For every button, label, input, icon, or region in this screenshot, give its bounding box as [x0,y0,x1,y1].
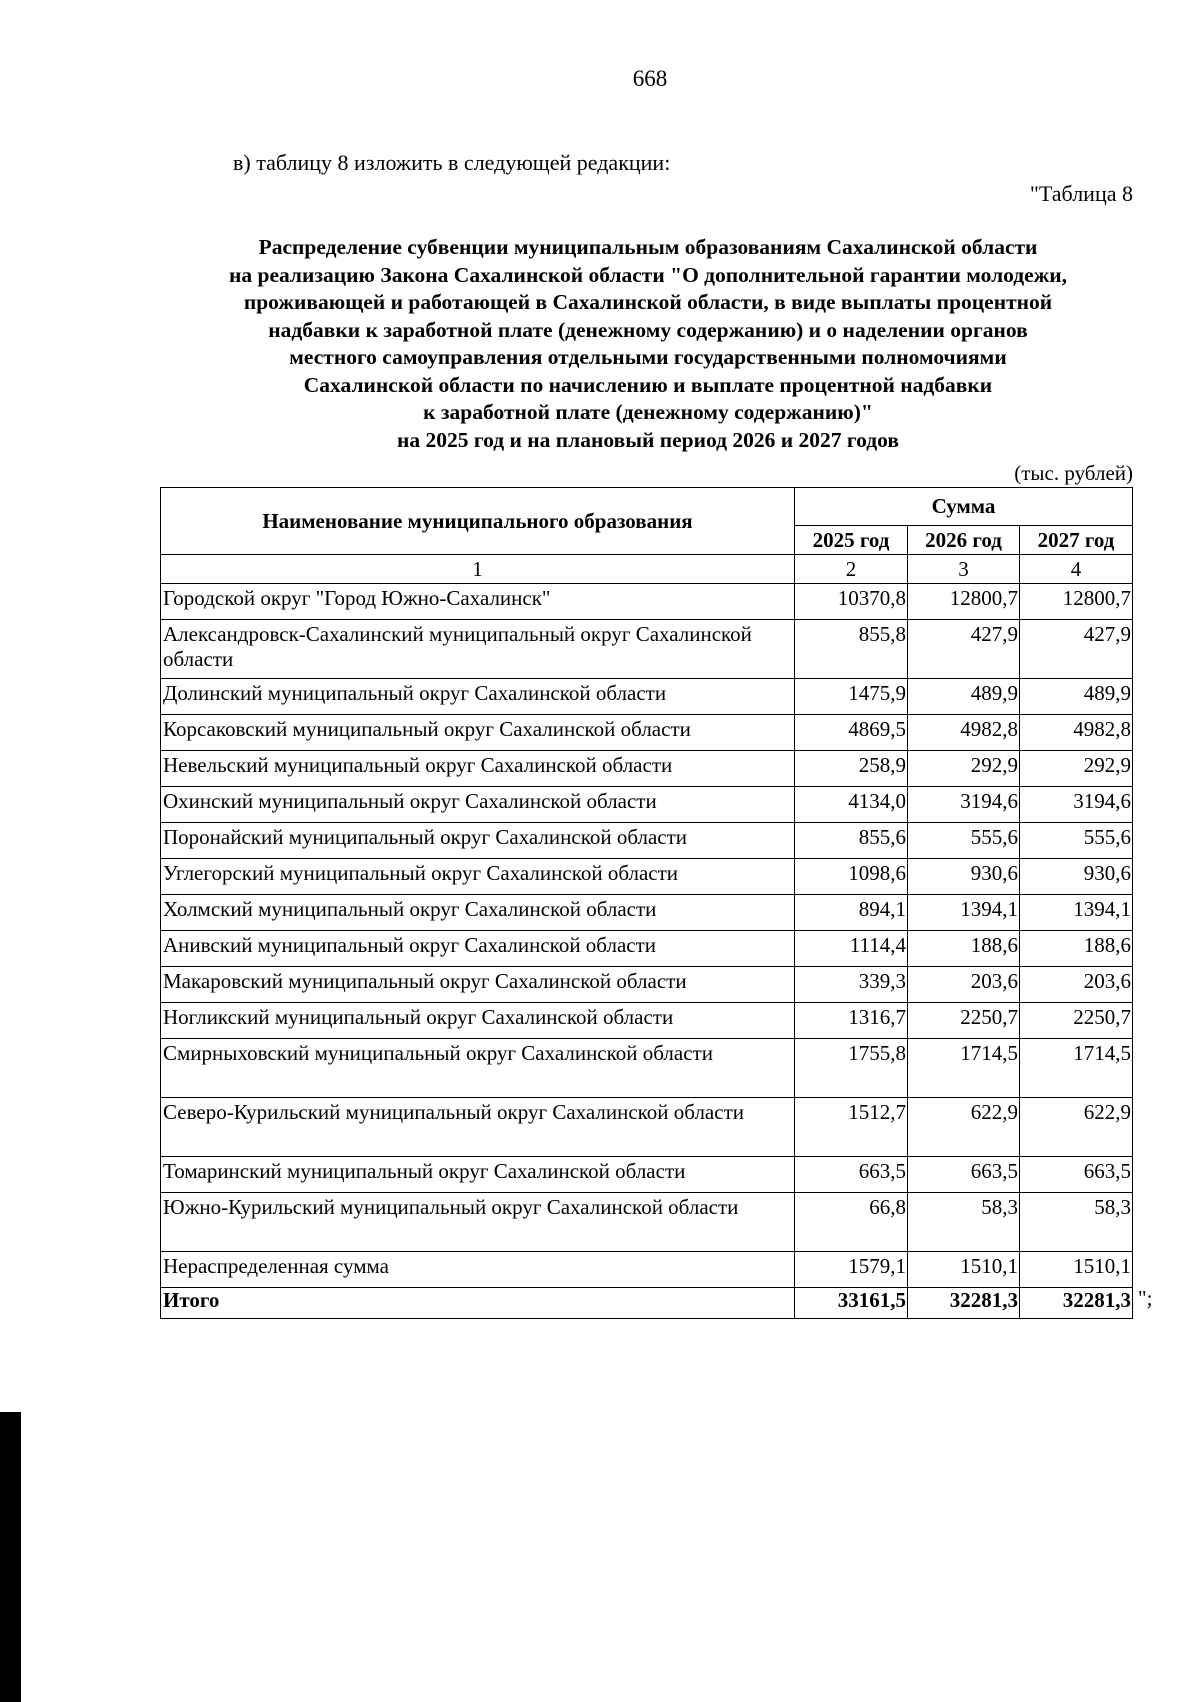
amount-2026: 427,9 [908,620,1020,679]
amount-2025: 1512,7 [795,1098,908,1157]
amount-2027: 663,5 [1020,1157,1133,1193]
municipality-name: Городской округ "Город Южно-Сахалинск" [161,584,795,620]
municipality-name: Александровск-Сахалинский муниципальный округ Сахалинской области [161,620,795,679]
column-index: 1 [161,555,795,584]
page-number: 668 [632,66,668,91]
amount-2027: 1510,1 [1020,1252,1133,1288]
municipality-name: Нераспределенная сумма [161,1252,795,1288]
table-row [161,967,1133,1003]
municipality-name: Холмский муниципальный округ Сахалинской области [161,895,795,931]
amount-2025: 855,6 [795,823,908,859]
amount-2025: 894,1 [795,895,908,931]
title-line: проживающей и работающей в Сахалинской области, в виде выплаты процентной [243,290,1053,314]
table-row [161,787,1133,823]
municipality-name: Невельский муниципальный округ Сахалинской области [161,751,795,787]
amount-2025: 663,5 [795,1157,908,1193]
amount-2025: 1316,7 [795,1003,908,1039]
amount-2025: 1579,1 [795,1252,908,1288]
table-row [161,1193,1133,1252]
amount-2025: 1114,4 [795,931,908,967]
total-label: Итого [161,1288,795,1319]
amount-2025: 10370,8 [795,584,908,620]
header-year-2027: 2027 год [1020,526,1133,555]
amount-2026: 292,9 [908,751,1020,787]
table-row [161,1039,1133,1098]
municipality-name: Корсаковский муниципальный округ Сахалинской области [161,715,795,751]
municipality-name: Макаровский муниципальный округ Сахалинской области [161,967,795,1003]
table-row [161,584,1133,620]
header-year-2025: 2025 год [795,526,908,555]
amount-2026: 203,6 [908,967,1020,1003]
amount-2027: 203,6 [1020,967,1133,1003]
amount-2027: 489,9 [1020,679,1133,715]
title-line: местного самоуправления отдельными государственными полномочиями [289,345,1007,369]
amount-2025: 855,8 [795,620,908,679]
amount-2027: 4982,8 [1020,715,1133,751]
subvention-table [160,487,1133,1319]
column-index: 4 [1020,555,1133,584]
header-year-2026: 2026 год [908,526,1020,555]
amount-2027: 427,9 [1020,620,1133,679]
table-row [161,1157,1133,1193]
amount-2025: 339,3 [795,967,908,1003]
municipality-name: Углегорский муниципальный округ Сахалинской области [161,859,795,895]
amount-2027: 1394,1 [1020,895,1133,931]
amount-2025: 258,9 [795,751,908,787]
column-index: 2 [795,555,908,584]
amount-2027: 188,6 [1020,931,1133,967]
total-2025: 33161,5 [795,1288,908,1319]
municipality-name: Анивский муниципальный округ Сахалинской области [161,931,795,967]
municipality-name: Томаринский муниципальный округ Сахалинской области [161,1157,795,1193]
amount-2026: 663,5 [908,1157,1020,1193]
amount-2027: 2250,7 [1020,1003,1133,1039]
amount-2026: 489,9 [908,679,1020,715]
table-row [161,1003,1133,1039]
header-municipality: Наименование муниципального образования [161,488,795,555]
amount-2027: 12800,7 [1020,584,1133,620]
amount-2025: 1098,6 [795,859,908,895]
scan-edge-shadow [0,1412,21,1702]
column-index: 3 [908,555,1020,584]
municipality-name: Северо-Курильский муниципальный округ Сахалинской области [161,1098,795,1157]
header-sum: Сумма [795,488,1133,526]
amount-2026: 1714,5 [908,1039,1020,1098]
amount-2026: 58,3 [908,1193,1020,1252]
table-row [161,620,1133,679]
amount-2026: 622,9 [908,1098,1020,1157]
amount-2026: 12800,7 [908,584,1020,620]
municipality-name: Долинский муниципальный округ Сахалинской области [161,679,795,715]
amount-2025: 66,8 [795,1193,908,1252]
table-row [161,1098,1133,1157]
amount-2026: 4982,8 [908,715,1020,751]
table-row [161,715,1133,751]
title-line: Сахалинской области по начислению и выплате процентной надбавки [303,372,993,397]
municipality-name: Поронайский муниципальный округ Сахалинской области [161,823,795,859]
amount-2025: 1755,8 [795,1039,908,1098]
amount-2026: 555,6 [908,823,1020,859]
amount-2026: 2250,7 [908,1003,1020,1039]
table-title [150,234,1146,454]
amount-2026: 930,6 [908,859,1020,895]
municipality-name: Южно-Курильский муниципальный округ Сахалинской области [161,1193,795,1252]
municipality-name: Смирныховский муниципальный округ Сахалинской области [161,1039,795,1098]
amount-2026: 3194,6 [908,787,1020,823]
amount-2027: 555,6 [1020,823,1133,859]
amount-2026: 1394,1 [908,895,1020,931]
total-row [161,1288,1133,1319]
total-2027: 32281,3 [1020,1288,1133,1319]
table-body [161,555,1133,1319]
amount-2025: 1475,9 [795,679,908,715]
title-line: Распределение субвенции муниципальным образованиям Сахалинской области [258,235,1038,259]
title-line: на 2025 год и на плановый период 2026 и 2027 годов [397,427,899,452]
table-label: "Таблица 8 [1029,181,1133,206]
table-row [161,679,1133,715]
table-row [161,859,1133,895]
amount-2027: 3194,6 [1020,787,1133,823]
title-line: надбавки к заработной плате (денежному содержанию) и о наделении органов [268,317,1028,342]
amount-2027: 292,9 [1020,751,1133,787]
closing-quote: "; [1138,1286,1153,1310]
table-row [161,895,1133,931]
units-label: (тыс. рублей) [1014,461,1133,485]
table-row [161,823,1133,859]
title-line: на реализацию Закона Сахалинской области "О дополнительной гарантии молодежи, [228,262,1068,287]
table-row [161,751,1133,787]
municipality-name: Ногликский муниципальный округ Сахалинской области [161,1003,795,1039]
table-row [161,1252,1133,1288]
amount-2027: 58,3 [1020,1193,1133,1252]
amount-2025: 4869,5 [795,715,908,751]
total-2026: 32281,3 [908,1288,1020,1319]
amount-2026: 1510,1 [908,1252,1020,1288]
column-index-row [161,555,1133,584]
amount-2026: 188,6 [908,931,1020,967]
amount-2027: 622,9 [1020,1098,1133,1157]
amendment-intro: в) таблицу 8 изложить в следующей редакции: [233,150,671,175]
table-row [161,931,1133,967]
amount-2027: 1714,5 [1020,1039,1133,1098]
amount-2027: 930,6 [1020,859,1133,895]
amount-2025: 4134,0 [795,787,908,823]
municipality-name: Охинский муниципальный округ Сахалинской области [161,787,795,823]
title-line: к заработной плате (денежному содержанию)" [423,400,873,424]
